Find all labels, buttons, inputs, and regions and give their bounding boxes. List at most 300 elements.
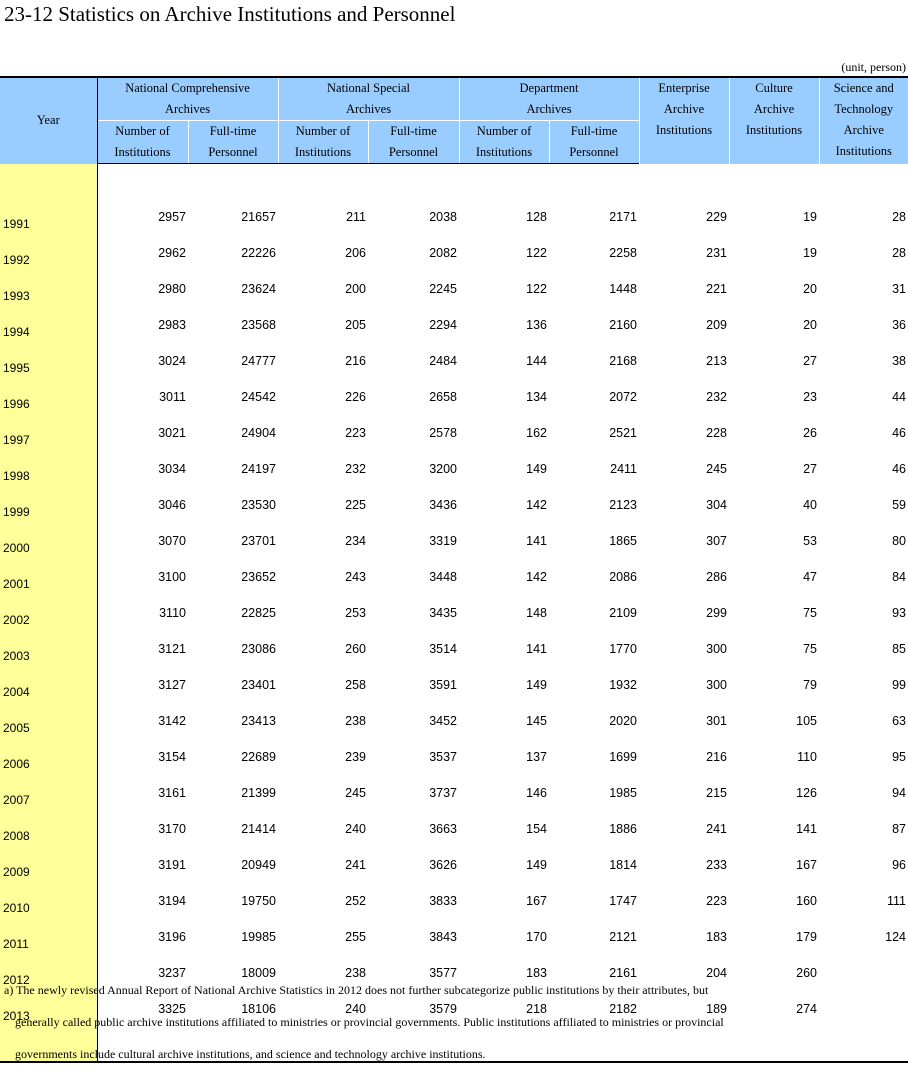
table-cell: 19 — [803, 245, 818, 260]
table-cell: 105 — [796, 713, 818, 728]
header-line: Institutions — [745, 123, 803, 137]
table-cell: 3127 — [158, 677, 186, 692]
table-cell: 2484 — [429, 353, 457, 368]
table-cell: 3833 — [429, 893, 457, 908]
table-cell: 149 — [526, 857, 547, 872]
footnote-line: governments include cultural archive institutions, and science and technology archive institutions. — [15, 1047, 486, 1061]
table-cell: 2957 — [158, 209, 186, 224]
table-cell: 18106 — [241, 1001, 276, 1016]
year-cell: 1997 — [0, 415, 97, 451]
table-cell: 23701 — [241, 533, 276, 548]
table-cell: 1886 — [609, 821, 638, 836]
table-cell: 23413 — [241, 713, 276, 728]
table-cell: 23086 — [241, 641, 276, 656]
table-cell: 160 — [796, 893, 818, 908]
table-cell: 75 — [803, 605, 818, 620]
table-cell: 167 — [526, 893, 547, 908]
table-cell: 2411 — [610, 461, 638, 476]
table-cell: 27 — [803, 353, 818, 368]
year-cell: 2008 — [0, 811, 97, 847]
header-group-line1: National Comprehensive — [125, 81, 250, 95]
header-line: Personnel — [569, 145, 619, 159]
header-line: Institutions — [835, 144, 892, 158]
table-cell: 2020 — [609, 713, 638, 728]
table-cell: 3514 — [429, 641, 457, 656]
table-cell: 228 — [706, 425, 728, 440]
year-cell: 1993 — [0, 271, 97, 307]
table-row — [0, 919, 908, 955]
header-line: Full-time — [209, 124, 257, 138]
table-cell: 27 — [803, 461, 818, 476]
year-cell: 1999 — [0, 487, 97, 523]
table-cell: 47 — [803, 569, 818, 584]
table-cell: 136 — [526, 317, 547, 332]
table-row — [0, 811, 908, 847]
table-cell: 3110 — [159, 605, 186, 620]
table-row — [0, 451, 908, 487]
table-cell: 46 — [892, 461, 907, 476]
header-group-line2: Archives — [345, 102, 392, 116]
table-cell: 2182 — [609, 1001, 638, 1016]
table-cell: 215 — [706, 785, 728, 800]
table-cell: 241 — [345, 857, 366, 872]
table-cell: 3737 — [429, 785, 457, 800]
table-cell: 245 — [345, 785, 366, 800]
table-cell: 167 — [796, 857, 818, 872]
table-row — [0, 631, 908, 667]
table-cell: 3435 — [429, 605, 457, 620]
table-cell: 223 — [345, 425, 366, 440]
table-cell: 299 — [706, 605, 728, 620]
table-cell: 209 — [706, 317, 728, 332]
year-cell: 2004 — [0, 667, 97, 703]
table-cell: 183 — [526, 965, 547, 980]
table-cell: 2521 — [609, 425, 638, 440]
table-cell: 170 — [526, 929, 547, 944]
table-cell: 286 — [706, 569, 728, 584]
table-cell: 204 — [706, 965, 728, 980]
table-cell: 245 — [706, 461, 728, 476]
table-row — [0, 559, 908, 595]
table-cell: 122 — [526, 281, 547, 296]
table-cell: 149 — [526, 461, 547, 476]
header-line: Technology — [834, 102, 894, 116]
table-cell: 28 — [892, 209, 907, 224]
statistics-table — [0, 76, 908, 1063]
table-row — [0, 343, 908, 379]
table-cell: 22689 — [241, 749, 276, 764]
table-cell: 144 — [526, 353, 547, 368]
table-cell: 2109 — [609, 605, 638, 620]
table-cell: 128 — [526, 209, 547, 224]
table-cell: 145 — [526, 713, 547, 728]
table-row — [0, 703, 908, 739]
table-cell: 3237 — [158, 965, 186, 980]
table-cell: 239 — [345, 749, 366, 764]
table-cell: 2245 — [429, 281, 457, 296]
table-cell: 28 — [892, 245, 907, 260]
table-cell: 216 — [345, 353, 366, 368]
table-cell: 3024 — [158, 353, 186, 368]
header-line: Archive — [753, 102, 795, 116]
table-cell: 3100 — [158, 569, 186, 584]
table-cell: 124 — [885, 929, 907, 944]
table-cell: 1932 — [609, 677, 638, 692]
table-cell: 211 — [346, 209, 366, 224]
header-science-technology — [819, 77, 908, 164]
table-cell: 1770 — [609, 641, 638, 656]
table-cell: 79 — [803, 677, 818, 692]
table-cell: 2082 — [429, 245, 457, 260]
table-cell: 2160 — [609, 317, 638, 332]
table-cell: 111 — [887, 893, 907, 908]
year-cell: 1996 — [0, 379, 97, 415]
table-cell: 1699 — [609, 749, 638, 764]
table-cell: 233 — [706, 857, 728, 872]
header-line: Science and — [833, 81, 894, 95]
year-cell: 2005 — [0, 703, 97, 739]
table-cell: 241 — [706, 821, 728, 836]
header-enterprise — [639, 77, 729, 164]
header-year: Year — [0, 77, 97, 164]
table-cell: 3579 — [429, 1001, 457, 1016]
header-line: Personnel — [388, 145, 439, 159]
table-cell: 221 — [706, 281, 728, 296]
table-cell: 260 — [796, 965, 818, 980]
header-group-line1: National Special — [327, 81, 410, 95]
table-cell: 232 — [345, 461, 366, 476]
header-line: Full-time — [570, 124, 618, 138]
table-cell: 238 — [345, 965, 366, 980]
header-line: Institutions — [475, 145, 533, 159]
table-cell: 19 — [803, 209, 818, 224]
header-institutions — [97, 121, 188, 164]
header-group-line1: Department — [519, 81, 579, 95]
table-cell: 218 — [526, 1001, 547, 1016]
table-cell: 2578 — [429, 425, 457, 440]
year-cell: 2010 — [0, 883, 97, 919]
spacer-row — [0, 164, 908, 199]
header-line: Full-time — [390, 124, 437, 138]
table-cell: 126 — [796, 785, 818, 800]
table-row — [0, 739, 908, 775]
table-cell: 179 — [796, 929, 818, 944]
table-cell: 2962 — [158, 245, 186, 260]
table-cell: 213 — [706, 353, 728, 368]
table-cell: 255 — [345, 929, 366, 944]
table-cell: 3325 — [158, 1001, 186, 1016]
table-cell: 2258 — [609, 245, 638, 260]
table-cell: 26 — [803, 425, 818, 440]
year-cell: 1998 — [0, 451, 97, 487]
header-personnel — [549, 121, 639, 164]
table-cell: 22825 — [241, 605, 276, 620]
header-institutions — [278, 121, 368, 164]
table-cell: 3154 — [158, 749, 186, 764]
table-cell: 75 — [803, 641, 818, 656]
table-cell: 274 — [796, 1001, 818, 1016]
header-line: Institutions — [294, 145, 352, 159]
table-cell: 229 — [706, 209, 728, 224]
header-line: Archive — [843, 123, 884, 137]
header-group-line2: Archives — [526, 102, 572, 116]
table-cell: 226 — [345, 389, 366, 404]
table-row — [0, 199, 908, 235]
table-cell: 24904 — [241, 425, 276, 440]
table-cell: 232 — [706, 389, 728, 404]
table-cell: 53 — [803, 533, 818, 548]
table-row — [0, 595, 908, 631]
table-cell: 36 — [892, 317, 907, 332]
table-cell: 142 — [526, 497, 547, 512]
table-cell: 141 — [526, 533, 547, 548]
table-cell: 46 — [892, 425, 907, 440]
table-row — [0, 379, 908, 415]
header-department — [459, 77, 639, 121]
table-cell: 1814 — [609, 857, 638, 872]
table-cell: 200 — [345, 281, 366, 296]
year-cell: 2007 — [0, 775, 97, 811]
table-cell: 243 — [345, 569, 366, 584]
table-cell: 24542 — [241, 389, 276, 404]
table-cell: 23401 — [241, 677, 276, 692]
table-cell: 3319 — [429, 533, 457, 548]
table-cell: 149 — [526, 677, 547, 692]
year-cell: 1995 — [0, 343, 97, 379]
table-cell: 258 — [345, 677, 366, 692]
table-cell: 2171 — [609, 209, 638, 224]
table-cell: 23652 — [241, 569, 276, 584]
year-cell — [0, 164, 97, 199]
table-row — [0, 235, 908, 271]
table-cell: 3591 — [429, 677, 457, 692]
table-cell: 183 — [706, 929, 728, 944]
table-cell: 3663 — [429, 821, 457, 836]
table-cell: 2086 — [609, 569, 638, 584]
table-cell: 3011 — [159, 389, 186, 404]
table-cell: 3021 — [158, 425, 186, 440]
table-cell: 300 — [706, 677, 728, 692]
header-national-special — [278, 77, 459, 121]
table-cell: 38 — [892, 353, 907, 368]
table-cell: 3537 — [429, 749, 457, 764]
table-cell: 2980 — [158, 281, 186, 296]
table-cell: 3843 — [429, 929, 457, 944]
year-cell: 1991 — [0, 199, 97, 235]
table-cell: 2121 — [609, 929, 638, 944]
header-line: Culture — [755, 81, 793, 95]
table-cell: 1985 — [609, 785, 638, 800]
table-cell: 110 — [797, 749, 818, 764]
table-cell: 205 — [345, 317, 366, 332]
table-cell: 40 — [803, 497, 818, 512]
header-group-line2: Archives — [164, 102, 211, 116]
year-cell: 2001 — [0, 559, 97, 595]
table-cell: 142 — [526, 569, 547, 584]
year-cell: 2000 — [0, 523, 97, 559]
table-cell: 2983 — [158, 317, 186, 332]
table-cell: 260 — [345, 641, 366, 656]
table-cell: 2294 — [429, 317, 457, 332]
table-cell: 2161 — [609, 965, 638, 980]
header-personnel — [188, 121, 278, 164]
table-cell: 3626 — [429, 857, 457, 872]
table-cell: 84 — [892, 569, 907, 584]
table-cell: 44 — [892, 389, 907, 404]
table-cell: 24777 — [241, 353, 276, 368]
table-cell: 23624 — [241, 281, 276, 296]
table-cell: 3170 — [158, 821, 186, 836]
table-cell: 3121 — [158, 641, 186, 656]
table-cell: 3200 — [429, 461, 457, 476]
table-cell: 223 — [706, 893, 728, 908]
table-row — [0, 271, 908, 307]
header-line: Number of — [115, 124, 170, 138]
table-cell: 19750 — [241, 893, 276, 908]
table-cell: 94 — [892, 785, 907, 800]
table-cell: 31 — [892, 281, 907, 296]
table-cell: 162 — [526, 425, 547, 440]
table-row — [0, 487, 908, 523]
table-cell: 3196 — [158, 929, 186, 944]
table-cell: 148 — [526, 605, 547, 620]
table-cell: 2658 — [429, 389, 457, 404]
table-cell: 21657 — [241, 209, 276, 224]
year-cell: 2009 — [0, 847, 97, 883]
year-cell: 1994 — [0, 307, 97, 343]
table-cell: 3161 — [158, 785, 186, 800]
table-cell: 234 — [345, 533, 366, 548]
table-cell: 63 — [892, 713, 907, 728]
table-cell: 20949 — [241, 857, 276, 872]
footnote-line: a) The newly revised Annual Report of National Archive Statistics in 2012 does not further subcategorize public institutions by their attributes, but — [4, 983, 709, 997]
year-cell: 2012 — [0, 955, 97, 991]
table-cell: 2072 — [609, 389, 638, 404]
table-cell: 87 — [892, 821, 907, 836]
table-cell: 216 — [706, 749, 728, 764]
year-cell: 2006 — [0, 739, 97, 775]
table-cell: 18009 — [241, 965, 276, 980]
table-cell: 253 — [345, 605, 366, 620]
year-cell: 2013 — [0, 991, 97, 1027]
table-cell: 134 — [526, 389, 547, 404]
year-cell: 2011 — [0, 919, 97, 955]
table-cell: 3046 — [158, 497, 186, 512]
table-row — [0, 883, 908, 919]
table-cell: 304 — [706, 497, 728, 512]
year-cell: 1992 — [0, 235, 97, 271]
header-line: Number of — [476, 124, 532, 138]
table-cell: 231 — [706, 245, 728, 260]
year-cell: 2002 — [0, 595, 97, 631]
header-institutions — [459, 121, 549, 164]
table-cell: 3191 — [158, 857, 186, 872]
table-cell: 3448 — [429, 569, 457, 584]
spacer-cell — [97, 164, 908, 199]
table-cell: 96 — [892, 857, 907, 872]
table-cell: 146 — [526, 785, 547, 800]
table-cell: 225 — [345, 497, 366, 512]
footnotes — [4, 974, 904, 1070]
table-cell: 1747 — [609, 893, 638, 908]
table-cell: 59 — [892, 497, 907, 512]
header-line: Archive — [663, 102, 705, 116]
table-cell: 137 — [526, 749, 547, 764]
table-cell: 2123 — [609, 497, 638, 512]
header-line: Number of — [295, 124, 351, 138]
table-cell: 1448 — [609, 281, 638, 296]
table-cell: 141 — [796, 821, 818, 836]
table-cell: 307 — [706, 533, 728, 548]
table-row — [0, 415, 908, 451]
table-cell: 141 — [526, 641, 547, 656]
table-cell: 252 — [345, 893, 366, 908]
table-cell: 3142 — [158, 713, 186, 728]
table-cell: 80 — [892, 533, 907, 548]
table-cell: 85 — [892, 641, 907, 656]
table-cell: 22226 — [241, 245, 276, 260]
table-cell: 2168 — [609, 353, 638, 368]
table-cell: 95 — [892, 749, 907, 764]
table-cell: 23 — [803, 389, 818, 404]
table-cell: 3194 — [158, 893, 186, 908]
year-cell: 2003 — [0, 631, 97, 667]
table-cell: 240 — [345, 821, 366, 836]
table-cell: 3452 — [429, 713, 457, 728]
header-national-comprehensive — [97, 77, 278, 121]
table-cell: 23530 — [241, 497, 276, 512]
table-row — [0, 847, 908, 883]
table-cell: 99 — [892, 677, 907, 692]
table-cell: 21399 — [241, 785, 276, 800]
header-culture — [729, 77, 819, 164]
table-cell: 3577 — [429, 965, 457, 980]
table-cell: 20 — [803, 317, 818, 332]
table-cell: 154 — [526, 821, 547, 836]
table-cell: 1865 — [609, 533, 638, 548]
table-cell: 301 — [706, 713, 728, 728]
table-cell: 2038 — [429, 209, 457, 224]
header-line: Institutions — [655, 123, 713, 137]
table-cell: 189 — [706, 1001, 728, 1016]
header-line: Institutions — [114, 145, 171, 159]
table-cell: 20 — [803, 281, 818, 296]
table-cell: 238 — [345, 713, 366, 728]
table-cell: 240 — [345, 1001, 366, 1016]
table-cell: 93 — [892, 605, 907, 620]
table-cell: 21414 — [241, 821, 276, 836]
table-cell: 19985 — [241, 929, 276, 944]
table-cell: 3070 — [158, 533, 186, 548]
table-cell: 122 — [526, 245, 547, 260]
unit-label: (unit, person) — [841, 60, 906, 74]
footnote-line: generally called public archive institutions affiliated to ministries or provincial governments. Public institutions affiliated to ministries or provincial — [15, 1015, 724, 1029]
table-row — [0, 667, 908, 703]
page-title: 23-12 Statistics on Archive Institutions and Personnel — [4, 2, 456, 26]
table-cell: 23568 — [241, 317, 276, 332]
header-line: Personnel — [208, 145, 258, 159]
table-row — [0, 775, 908, 811]
header-line: Enterprise — [658, 81, 710, 95]
table-cell: 24197 — [241, 461, 276, 476]
table-cell: 206 — [345, 245, 366, 260]
table-row — [0, 307, 908, 343]
table-cell: 3034 — [158, 461, 186, 476]
header-personnel — [368, 121, 459, 164]
table-cell: 300 — [706, 641, 728, 656]
table-cell: 3436 — [429, 497, 457, 512]
table-row — [0, 523, 908, 559]
